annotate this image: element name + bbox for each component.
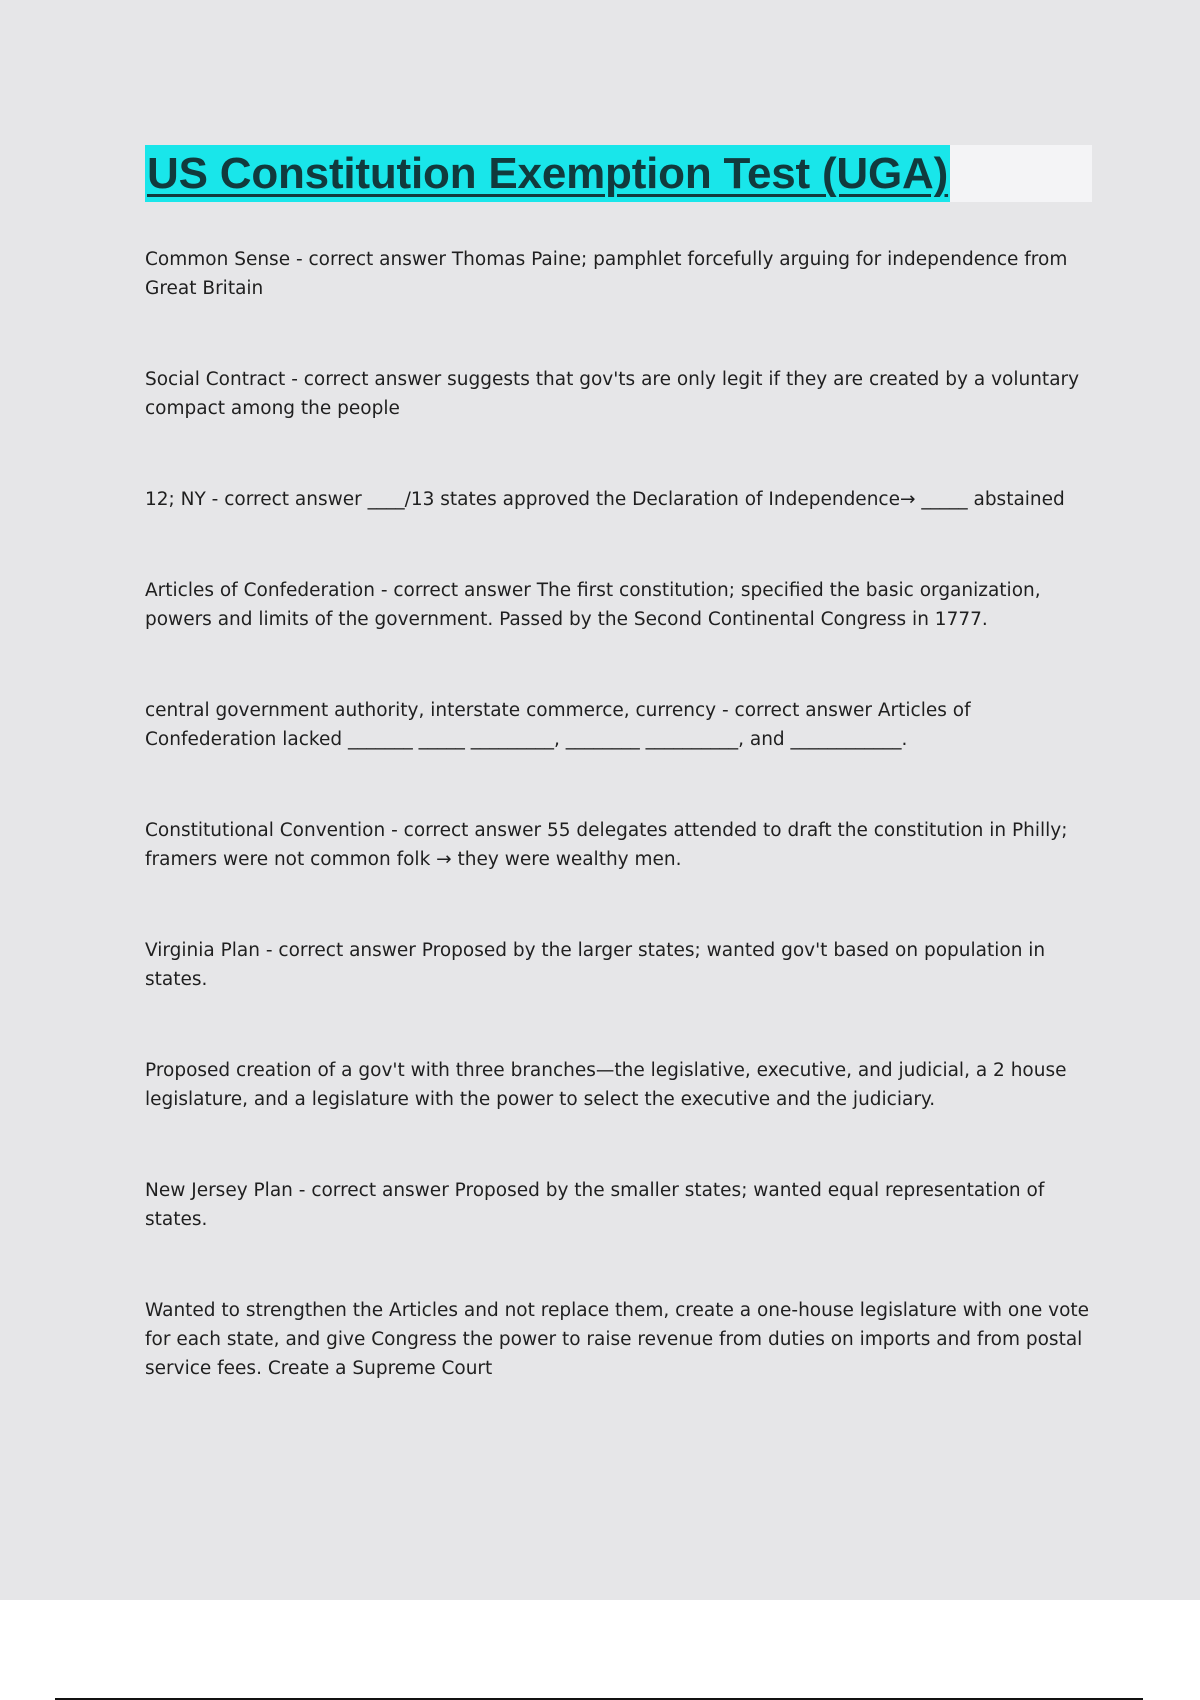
title-band: [145, 145, 1092, 202]
document-title: US Constitution Exemption Test (UGA): [145, 145, 950, 202]
entry-virginia-plan-details: Proposed creation of a gov't with three branches—the legislative, executive, and judicial, a 2 house legislature, and a legislature with the power to select the executive and the judiciary.: [145, 1060, 1067, 1110]
entry-virginia-plan: Virginia Plan - correct answer Proposed by the larger states; wanted gov't based on population in states.: [145, 940, 1046, 990]
entry-social-contract: Social Contract - correct answer suggests that gov'ts are only legit if they are created by a voluntary compact among the people: [145, 369, 1080, 419]
entry-list: [145, 245, 1090, 1383]
entry-new-jersey-plan-details: Wanted to strengthen the Articles and not replace them, create a one-house legislature with one vote for each state, and give Congress the power to raise revenue from duties on imports and from postal service fees. Create a Supreme Court: [145, 1300, 1090, 1379]
entry-declaration-count: 12; NY - correct answer ____/13 states approved the Declaration of Independence→ _____ abstained: [145, 489, 1065, 510]
entry-articles-of-confederation: Articles of Confederation - correct answer The first constitution; specified the basic organization, powers and limits of the government. Passed by the Second Continental Congress in 1777.: [145, 580, 1041, 630]
entry-articles-lacked: central government authority, interstate commerce, currency - correct answer Articles of Confederation lacked _______ _____ _________, ________ __________, and ____________.: [145, 700, 971, 750]
entry-constitutional-convention: Constitutional Convention - correct answer 55 delegates attended to draft the constitution in Philly; framers were not common folk → they were wealthy men.: [145, 820, 1068, 870]
entry-common-sense: Common Sense - correct answer Thomas Paine; pamphlet forcefully arguing for independence from Great Britain: [145, 249, 1068, 299]
entry-new-jersey-plan: New Jersey Plan - correct answer Proposed by the smaller states; wanted equal representation of states.: [145, 1180, 1045, 1230]
